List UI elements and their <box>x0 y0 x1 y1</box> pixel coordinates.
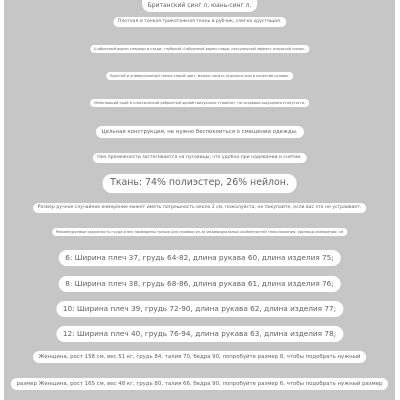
model-reference-line: размер Женщина, рост 165 см, вес 48 кг, грудь 80, талия 66, бедра 90, попробуйте размер 6, чтобы подобрать нужный размер <box>11 378 389 390</box>
size-row: 8: Ширина плеч 38, грудь 68-86, длина рукава 61, длина изделия 76; <box>58 276 341 292</box>
color-line: Простой и универсальный темно-серый цвет, можно носить отдельно или в качестве основы. <box>106 72 293 80</box>
model-reference-line: Женщина, рост 158 см, вес 51 кг, грудь 84, талия 70, бедра 90, попробуйте размер 8, чтобы подобрать нужный <box>33 351 367 363</box>
closure-line: Низ промежности застегивается на пуговицы, что удобно при надевании и снятии. <box>92 153 306 163</box>
construction-line: Цельная конструкция, не нужно беспокоиться о смещении одежды. <box>95 126 303 138</box>
style-line: Британский синг л, юань-синг л. <box>142 0 258 12</box>
neckline-line: U-образный вырез спереди и сзади, глубокий U-образный вырез сзади, сексуальный эффект открытой спины. <box>90 45 309 53</box>
fabric-texture-line: Плотная и тонкая трикотажная ткань в рубчик, слегка хрустящая. <box>113 17 286 27</box>
size-row: 12: Ширина плеч 40, грудь 76-94, длина рукава 63, длина изделия 78; <box>56 326 343 342</box>
size-row: 6: Ширина плеч 37, грудь 64-82, длина рукава 60, длина изделия 75; <box>58 250 341 266</box>
composition-line: Ткань: 74% полиэстер, 26% нейлон. <box>102 174 297 193</box>
description-panel <box>4 0 395 400</box>
size-guide-note-line: Рекомендуемые окружность груди и вес приведены только для справки из-за индивидуальных особенностей телосложения, единицы измерения: см <box>52 228 347 236</box>
fit-line: Облегающий крой и классический ребристый дизайн визуально стройнят, не создавая ощущения стянутости. <box>90 99 310 107</box>
size-row: 10: Ширина плеч 39, грудь 72-90, длина рукава 62, длина изделия 77; <box>56 301 343 317</box>
measurement-note-line: Размер ручное случайное измерение может иметь погрешность около 2 см, пожалуйста, не покупайте, если вас это не устраивает. <box>33 203 367 213</box>
